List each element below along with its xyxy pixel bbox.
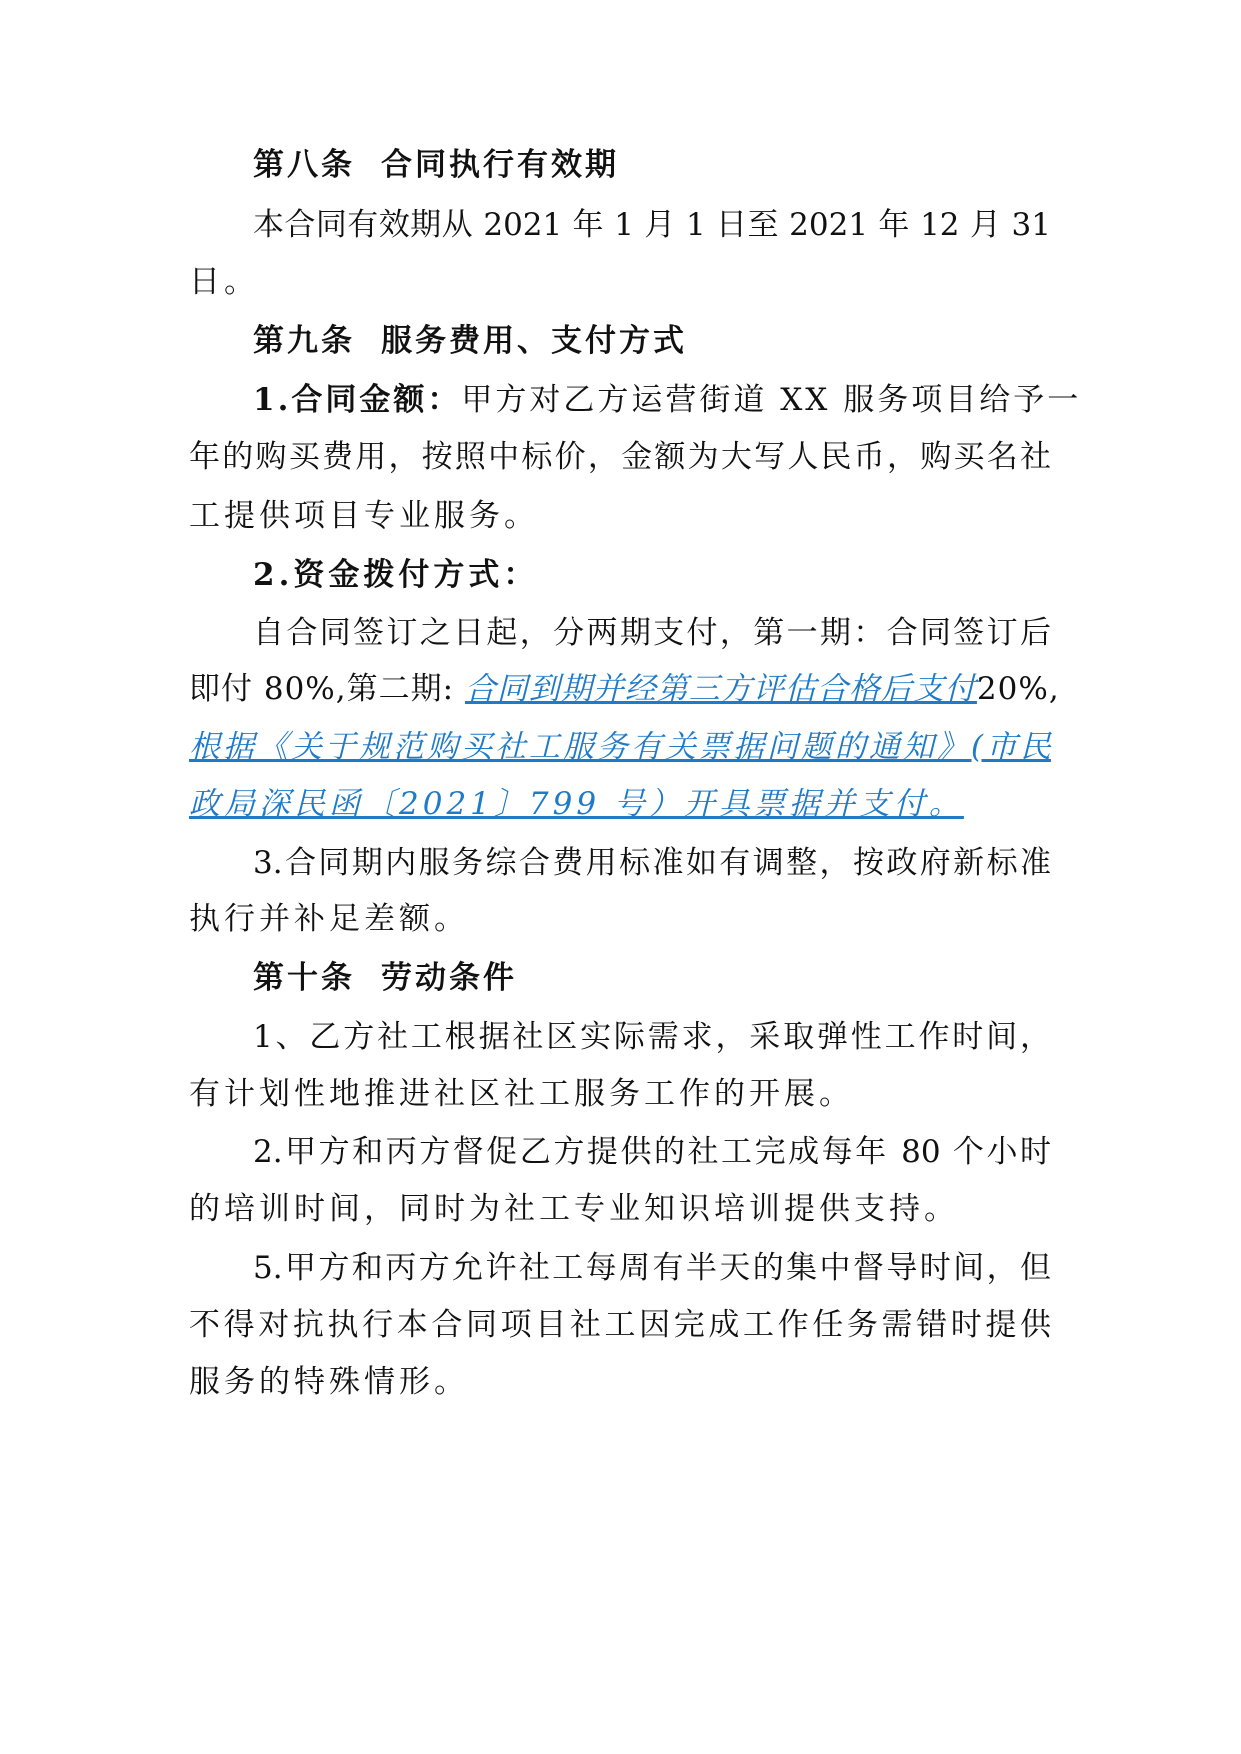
contract-amount-label: 1.合同金额：: [253, 382, 462, 418]
article-10-item-5-line-1: 5.甲方和丙方允许社工每周有半天的集中督导时间，但: [253, 1250, 1051, 1286]
article-10-item-1-line-1: 1、乙方社工根据社区实际需求，采取弹性工作时间，: [253, 1019, 1051, 1055]
article-9-item-3-line-1: 3.合同期内服务综合费用标准如有调整，按政府新标准: [253, 845, 1051, 881]
second-phase-prefix: 即付 80%,第二期:: [189, 671, 455, 707]
article-8-body-line-1: 本合同有效期从 2021 年 1 月 1 日至 2021 年 12 月 31: [253, 207, 1051, 243]
article-9-item-1-line-2: 年的购买费用，按照中标价，金额为大写人民币，购买名社: [189, 439, 1051, 475]
article-9-heading: [189, 321, 1051, 361]
article-9-item-3-line-2: 执行并补足差额。: [189, 901, 469, 937]
article-10-item-2-line-2: 的培训时间，同时为社工专业知识培训提供支持。: [189, 1191, 959, 1227]
article-10-heading: [189, 958, 1051, 998]
article-10-item-5-line-2: 不得对抗执行本合同项目社工因完成工作任务需错时提供: [189, 1307, 1051, 1343]
article-10-item-5-line-3: 服务的特殊情形。: [189, 1364, 469, 1400]
article-9-item-1-line-1: [189, 380, 1082, 420]
article-8-body-line-2: 日。: [189, 264, 259, 300]
article-8-title: 合同执行有效期: [381, 147, 619, 183]
notice-reference-link-line-1[interactable]: 根据《关于规范购买社工服务有关票据问题的通知》(市民: [189, 729, 1051, 765]
article-10-title: 劳动条件: [381, 960, 517, 996]
article-9-item-2-line-2: [189, 669, 1060, 709]
article-9-item-2-line-1: 自合同签订之日起，分两期支付，第一期：合同签订后: [253, 615, 1051, 651]
article-10-item-1-line-2: 有计划性地推进社区社工服务工作的开展。: [189, 1076, 854, 1112]
article-9-item-1-line-3: 工提供项目专业服务。: [189, 498, 539, 534]
article-8-number: 第八条: [253, 147, 355, 183]
article-9-item-2-line-4: [189, 784, 1051, 824]
article-8-heading: [189, 145, 1051, 185]
article-10-number: 第十条: [253, 960, 355, 996]
article-10-item-2-line-1: 2.甲方和丙方督促乙方提供的社工完成每年 80 个小时: [253, 1134, 1051, 1170]
article-9-number: 第九条: [253, 323, 355, 359]
fund-disbursement-label: 2.资金拨付方式：: [253, 557, 539, 593]
notice-reference-link-line-2[interactable]: 政局深民函〔2021〕799 号）开具票据并支付。: [189, 786, 964, 822]
contract-amount-text: 甲方对乙方运营街道 XX 服务项目给予一: [461, 382, 1082, 418]
second-phase-percent: 20%,: [976, 671, 1060, 707]
article-9-title: 服务费用、支付方式: [381, 323, 687, 359]
evaluation-link[interactable]: 合同到期并经第三方评估合格后支付: [464, 671, 977, 707]
